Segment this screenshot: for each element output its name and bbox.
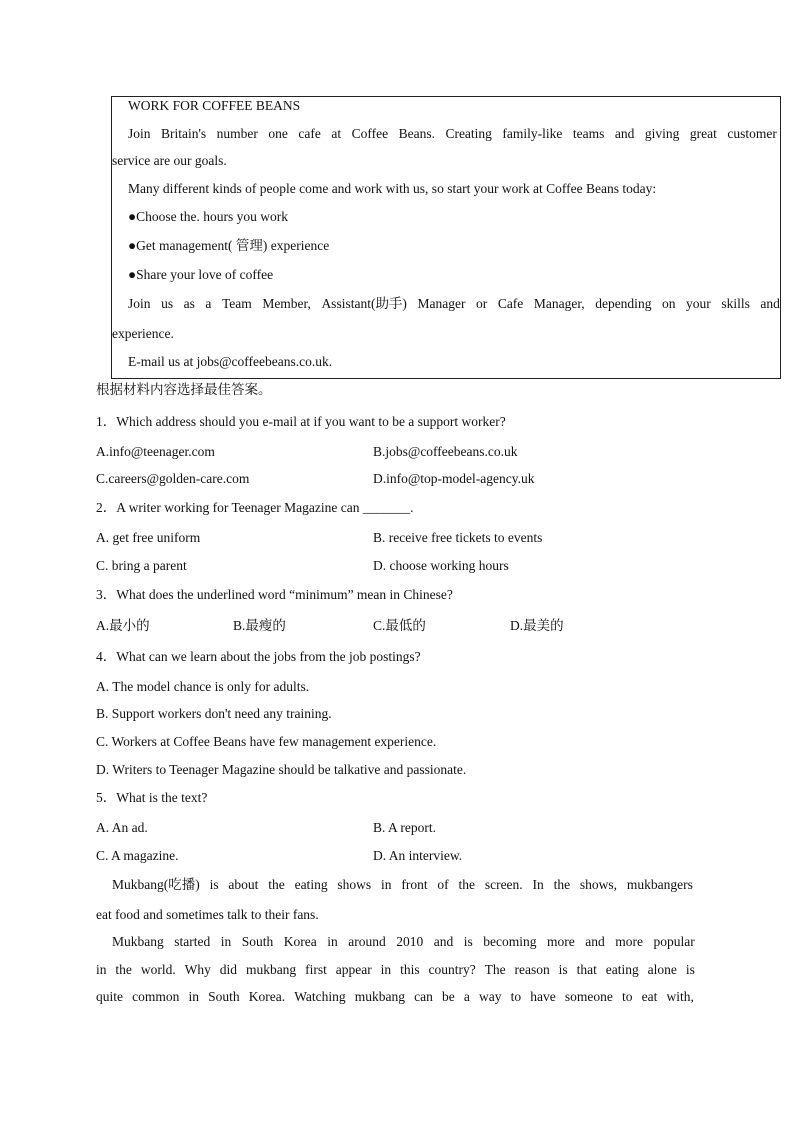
ad-email: E-mail us at jobs@coffeebeans.co.uk. bbox=[128, 354, 333, 369]
q2-option-c: C. bring a parent bbox=[96, 558, 187, 573]
q5-option-d: D. An interview. bbox=[373, 848, 463, 863]
passage-paragraph-1-line-2: eat food and sometimes talk to their fans. bbox=[96, 907, 319, 922]
q4-option-d: D. Writers to Teenager Magazine should be talkative and passionate. bbox=[96, 762, 467, 777]
ad-bullet-hours: ●Choose the. hours you work bbox=[128, 209, 289, 224]
q2-option-b: B. receive free tickets to events bbox=[373, 530, 543, 545]
q2-option-a: A. get free uniform bbox=[96, 530, 201, 545]
instruction: 根据材料内容选择最佳答案。 bbox=[96, 382, 272, 398]
q5-option-b: B. A report. bbox=[373, 820, 436, 835]
ad-paragraph-3-line-1: Join us as a Team Member, Assistant(助手) Manager or Cafe Manager, depending on your skills and bbox=[128, 296, 780, 311]
q3-option-c: C.最低的 bbox=[373, 618, 426, 633]
passage-paragraph-2-line-2: in the world. Why did mukbang first appear in this country? The reason is that eating alone is bbox=[96, 962, 695, 977]
passage-paragraph-2-line-3: quite common in South Korea. Watching mukbang can be a way to have someone to eat with, bbox=[96, 989, 694, 1004]
q4-option-a: A. The model chance is only for adults. bbox=[96, 679, 310, 694]
q1-option-c: C.careers@golden-care.com bbox=[96, 471, 250, 486]
ad-paragraph-3-line-2: experience. bbox=[112, 326, 174, 341]
q5-option-c: C. A magazine. bbox=[96, 848, 179, 863]
ad-paragraph-1-line-1: Join Britain's number one cafe at Coffee Beans. Creating family-like teams and giving great customer bbox=[128, 126, 777, 141]
ad-title: WORK FOR COFFEE BEANS bbox=[128, 98, 301, 113]
q4-option-b: B. Support workers don't need any training. bbox=[96, 706, 332, 721]
q3-option-d: D.最美的 bbox=[510, 618, 564, 633]
q3-option-a: A.最小的 bbox=[96, 618, 150, 633]
ad-bullet-management: ●Get management( 管理) experience bbox=[128, 238, 330, 253]
q1-option-d: D.info@top-model-agency.uk bbox=[373, 471, 535, 486]
passage-paragraph-2-line-1: Mukbang started in South Korea in around 2010 and is becoming more and more popular bbox=[112, 934, 695, 949]
passage-paragraph-1-line-1: Mukbang(吃播) is about the eating shows in front of the screen. In the shows, mukbangers bbox=[112, 877, 693, 892]
q3-stem: 3．What does the underlined word “minimum” mean in Chinese? bbox=[96, 587, 453, 602]
q5-option-a: A. An ad. bbox=[96, 820, 148, 835]
ad-paragraph-1-line-2: service are our goals. bbox=[112, 153, 227, 168]
q1-stem: 1．Which address should you e-mail at if you want to be a support worker? bbox=[96, 414, 506, 429]
q1-option-a: A.info@teenager.com bbox=[96, 444, 215, 459]
q3-option-b: B.最瘦的 bbox=[233, 618, 286, 633]
q4-option-c: C. Workers at Coffee Beans have few management experience. bbox=[96, 734, 437, 749]
q4-stem: 4．What can we learn about the jobs from the job postings? bbox=[96, 649, 421, 664]
q5-stem: 5．What is the text? bbox=[96, 790, 208, 805]
ad-bullet-coffee: ●Share your love of coffee bbox=[128, 267, 274, 282]
ad-paragraph-2: Many different kinds of people come and work with us, so start your work at Coffee Beans today: bbox=[128, 181, 657, 196]
q2-stem: 2．A writer working for Teenager Magazine can _______. bbox=[96, 500, 414, 515]
q2-option-d: D. choose working hours bbox=[373, 558, 509, 573]
q1-option-b: B.jobs@coffeebeans.co.uk bbox=[373, 444, 518, 459]
